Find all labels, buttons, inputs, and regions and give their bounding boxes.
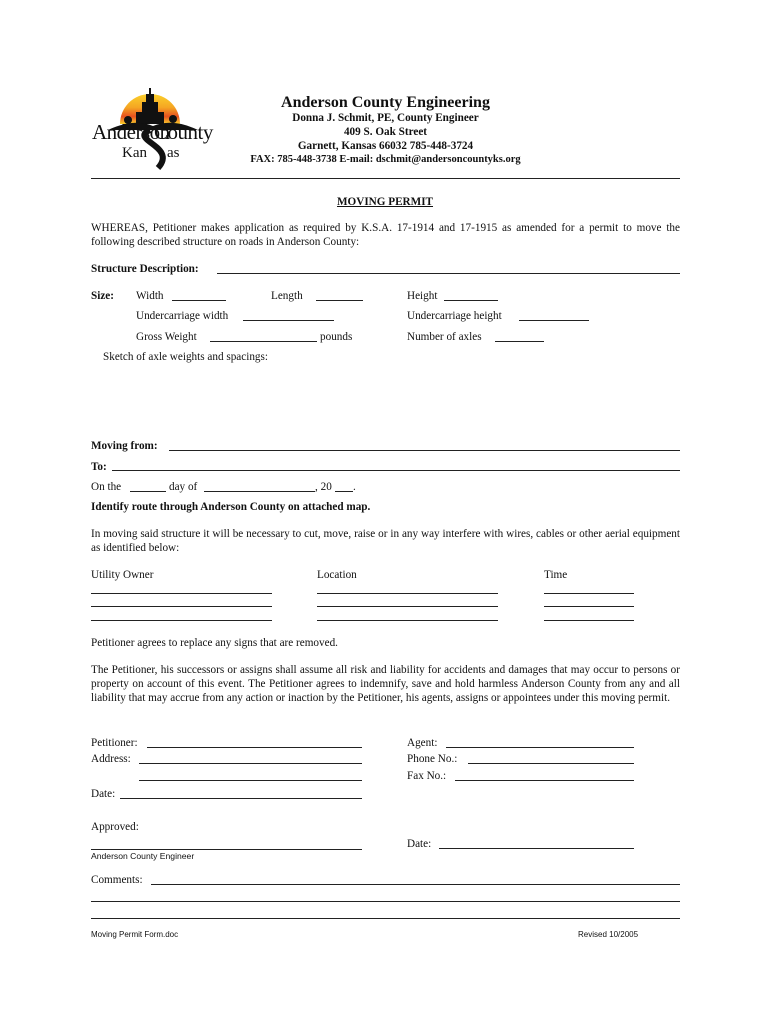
utility-paragraph: In moving said structure it will be necessary to cut, move, raise or in any way interfere with wires, cables or other aerial equipment as identified below: <box>91 528 680 554</box>
phone-label: Phone No.: <box>407 753 458 765</box>
year-suffix-label: . <box>353 481 356 493</box>
comments-field-3[interactable] <box>91 918 680 919</box>
gross-weight-field[interactable] <box>210 341 317 342</box>
location-field-3[interactable] <box>317 620 498 621</box>
width-field[interactable] <box>172 300 226 301</box>
comments-field-2[interactable] <box>91 901 680 902</box>
gross-weight-label: Gross Weight <box>136 331 197 343</box>
footer-filename: Moving Permit Form.doc <box>91 930 179 939</box>
permit-title: MOVING PERMIT <box>336 196 434 208</box>
logo-word-county: County <box>154 120 213 144</box>
fax-email: FAX: 785-448-3738 E-mail: dschmit@andersoncountyks.org <box>250 154 521 165</box>
approved-label: Approved: <box>91 821 139 833</box>
signs-paragraph: Petitioner agrees to replace any signs that are removed. <box>91 637 338 649</box>
whereas-paragraph: WHEREAS, Petitioner makes application as required by K.S.A. 17-1914 and 17-1915 as amended for a permit to move the following described structure on roads in Anderson County: <box>91 222 680 248</box>
utility-owner-field-3[interactable] <box>91 620 272 621</box>
utility-owner-field-1[interactable] <box>91 593 272 594</box>
street-address: 409 S. Oak Street <box>343 126 428 138</box>
moving-from-label: Moving from: <box>91 440 158 452</box>
day-of-label: day of <box>169 481 198 493</box>
number-of-axles-label: Number of axles <box>407 331 482 343</box>
number-of-axles-field[interactable] <box>495 341 544 342</box>
county-logo <box>88 84 218 172</box>
logo-word-kan: Kan <box>122 145 147 161</box>
date-label: Date: <box>91 788 116 800</box>
undercarriage-width-label: Undercarriage width <box>136 310 229 322</box>
approved-date-field[interactable] <box>439 848 634 849</box>
liability-paragraph: The Petitioner, his successors or assigns shall assume all risk and liability for accidents and damages that may occur to persons or property on account of this event. The Petitioner agrees to indemnify, save and hold harmless Anderson County from any and all liability that may accrue from any action or inaction by the Petitioner, his agents, assigns or appointees under this moving permit. <box>91 664 680 704</box>
agent-label: Agent: <box>407 737 438 749</box>
phone-field[interactable] <box>468 763 634 764</box>
year-prefix-label: , 20 <box>315 481 332 493</box>
approved-date-label: Date: <box>407 838 432 850</box>
time-field-3[interactable] <box>544 620 634 621</box>
length-label: Length <box>271 290 303 302</box>
structure-description-field[interactable] <box>217 273 680 274</box>
comments-label: Comments: <box>91 874 143 886</box>
undercarriage-width-field[interactable] <box>243 320 334 321</box>
time-header: Time <box>544 569 568 581</box>
to-label: To: <box>91 461 107 473</box>
identify-route-text: Identify route through Anderson County on attached map. <box>91 501 371 513</box>
time-field-2[interactable] <box>544 606 634 607</box>
utility-owner-header: Utility Owner <box>91 569 154 581</box>
agent-field[interactable] <box>446 747 634 748</box>
moving-from-field[interactable] <box>169 450 680 451</box>
footer-revised: Revised 10/2005 <box>578 930 639 939</box>
time-field-1[interactable] <box>544 593 634 594</box>
to-field[interactable] <box>112 470 680 471</box>
city-phone: Garnett, Kansas 66032 785-448-3724 <box>297 140 474 152</box>
utility-owner-field-2[interactable] <box>91 606 272 607</box>
width-label: Width <box>136 290 164 302</box>
location-header: Location <box>317 569 357 581</box>
sketch-label: Sketch of axle weights and spacings: <box>103 351 268 363</box>
on-the-label: On the <box>91 481 122 493</box>
location-field-1[interactable] <box>317 593 498 594</box>
fax-field[interactable] <box>455 780 634 781</box>
sketch-area[interactable] <box>91 366 680 436</box>
month-field[interactable] <box>204 491 315 492</box>
address-label: Address: <box>91 753 131 765</box>
petitioner-field[interactable] <box>147 747 362 748</box>
address-field-1[interactable] <box>139 763 362 764</box>
undercarriage-height-field[interactable] <box>519 320 589 321</box>
undercarriage-height-label: Undercarriage height <box>407 310 502 322</box>
length-field[interactable] <box>316 300 363 301</box>
year-field[interactable] <box>335 491 353 492</box>
size-label: Size: <box>91 290 114 302</box>
header-divider <box>91 178 680 179</box>
logo-word-anderson: Anderson <box>92 120 170 144</box>
location-field-2[interactable] <box>317 606 498 607</box>
org-name: Anderson County Engineering <box>281 94 490 111</box>
height-field[interactable] <box>444 300 498 301</box>
address-field-2[interactable] <box>139 780 362 781</box>
fax-label: Fax No.: <box>407 770 447 782</box>
structure-description-label: Structure Description: <box>91 263 199 275</box>
height-label: Height <box>407 290 438 302</box>
logo-word-as: as <box>167 145 180 161</box>
date-field[interactable] <box>120 798 362 799</box>
day-field[interactable] <box>130 491 166 492</box>
pounds-label: pounds <box>320 331 353 343</box>
petitioner-label: Petitioner: <box>91 737 138 749</box>
comments-field-1[interactable] <box>151 884 680 885</box>
engineer-caption: Anderson County Engineer <box>91 851 195 861</box>
engineer-name: Donna J. Schmit, PE, County Engineer <box>292 112 479 124</box>
approved-signature-field[interactable] <box>91 849 362 850</box>
